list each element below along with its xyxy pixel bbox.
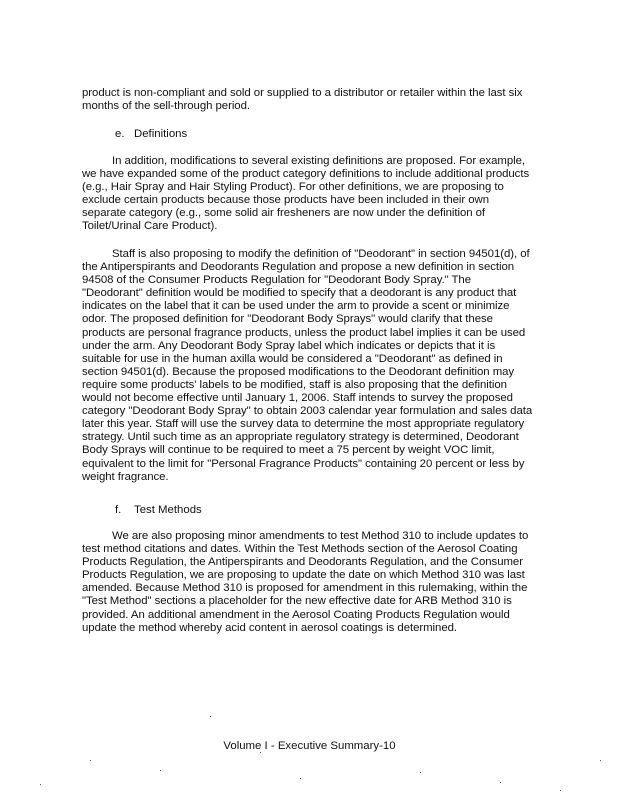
section-f-title: Test Methods bbox=[134, 504, 202, 516]
definitions-paragraph-2: Staff is also proposing to modify the definition of "Deodorant" in section 94501(d), of the Antiperspirants and Deodorants Regulation and propose a new definition in section 94508 of the Consumer Products Regulation for "Deodorant Body Spray." The "Deodorant" definition would be modified to specify that a deodorant is any product that indicates on the label that it can be used under the arm to provide a scent or minimize odor. The proposed definition for "Deodorant Body Sprays" would clarify that these products are personal fragrance products, unless the product label implies it can be used under the arm. Any Deodorant Body Spray label which indicates or depicts that it is suitable for use in the human axilla would be considered a "Deodorant" as defined in section 94501(d). Because the proposed modifications to the Deodorant definition may require some products' labels to be modified, staff is also proposing that the definition would not become effective until January 1, 2006. Staff intends to survey the proposed category "Deodorant Body Spray" to obtain 2003 calendar year formulation and sales data later this year. Staff will use the survey data to determine the most appropriate regulatory strategy. Until such time as an appropriate regulatory strategy is determined, Deodorant Body Sprays will continue to be required to meet a 75 percent by weight VOC limit, equivalent to the limit for "Personal Fragrance Products" containing 20 percent or less by weight fragrance. bbox=[82, 248, 533, 483]
section-e-title: Definitions bbox=[134, 128, 188, 140]
scan-speck bbox=[420, 772, 421, 773]
scan-speck bbox=[300, 778, 301, 779]
scan-speck bbox=[90, 760, 91, 761]
scan-speck bbox=[260, 752, 261, 753]
scan-speck bbox=[560, 790, 561, 791]
section-e-letter: e. bbox=[115, 128, 125, 140]
scan-speck bbox=[40, 784, 41, 785]
section-f-heading bbox=[115, 504, 202, 517]
page-footer: Volume I - Executive Summary-10 bbox=[223, 740, 396, 752]
continuation-paragraph: product is non-compliant and sold or supplied to a distributor or retailer within the last six months of the sell-through period. bbox=[82, 87, 523, 113]
scan-speck bbox=[500, 782, 501, 783]
definitions-paragraph-1: In addition, modifications to several existing definitions are proposed. For example, we have expanded some of the product category definitions to include additional products (e.g., Hair Spray and Hair Styling Product). For other definitions, we are proposing to exclude certain products because those products have been included in their own separate category (e.g., some solid air fresheners are now under the definition of Toilet/Urinal Care Product). bbox=[82, 155, 530, 233]
test-methods-paragraph: We are also proposing minor amendments to test Method 310 to include updates to test method citations and dates. Within the Test Methods section of the Aerosol Coating Products Regulation, the Antiperspirants and Deodorants Regulation, and the Consumer Products Regulation, we are proposing to update the date on which Method 310 was last amended. Because Method 310 is proposed for amendment in this rulemaking, within the "Test Method" sections a placeholder for the new effective date for ARB Method 310 is provided. An additional amendment in the Aerosol Coating Products Regulation would update the method whereby acid content in aerosol coatings is determined. bbox=[82, 530, 529, 634]
scan-speck bbox=[160, 770, 161, 771]
scan-speck bbox=[600, 760, 601, 761]
section-f-letter: f. bbox=[115, 504, 122, 516]
scan-speck bbox=[210, 716, 211, 717]
section-e-heading bbox=[115, 128, 187, 141]
